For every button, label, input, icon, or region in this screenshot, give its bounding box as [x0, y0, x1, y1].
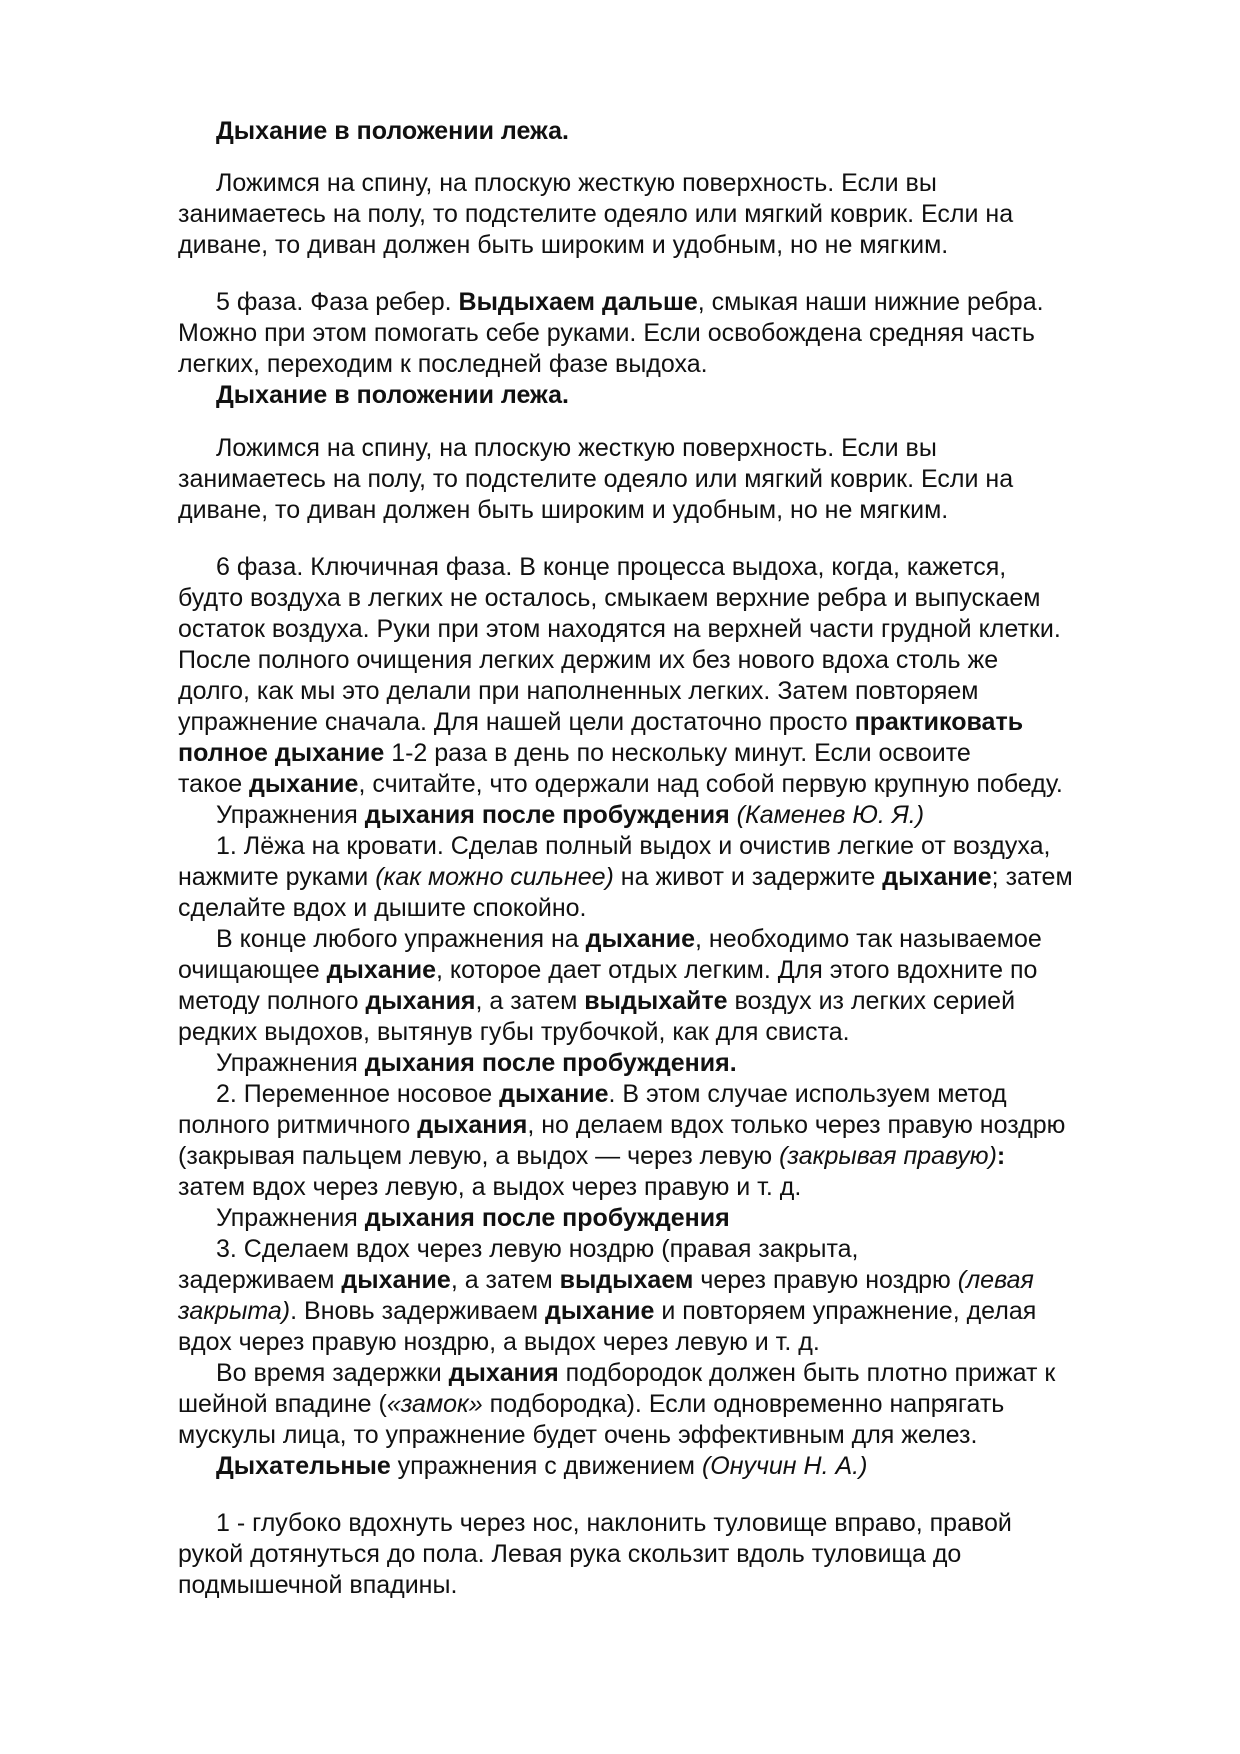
exercise-2-paragraph: 2. Переменное носовое дыхание. В этом случае используем метод полного ритмичного дыхания, но делаем вдох только через правую ноздрю (закрывая пальцем левую, а выдох — через левую (закрывая правую): затем вдох через левую, а выдох через правую и т. д. — [178, 1080, 1066, 1201]
exercise-heading-3: Упражнения дыхания после пробуждения — [216, 1204, 730, 1232]
phase-5-paragraph: 5 фаза. Фаза ребер. Выдыхаем дальше, смыкая наши нижние ребра. Можно при этом помогать себе руками. Если освобождена средняя часть легких, переходим к последней фазе выдоха. — [178, 288, 1044, 378]
exercise-1-paragraph: 1. Лёжа на кровати. Сделав полный выдох и очистив легкие от воздуха, нажмите руками (как можно сильнее) на живот и задержите дыхание; затем сделайте вдох и дышите спокойно. — [178, 832, 1073, 922]
movement-exercise-1-paragraph: 1 - глубоко вдохнуть через нос, наклонить туловище вправо, правой рукой дотянуться до пола. Левая рука скользит вдоль туловища до подмышечной впадины. — [178, 1509, 1012, 1599]
lying-position-paragraph-2: Ложимся на спину, на плоскую жесткую поверхность. Если вы занимаетесь на полу, то подстелите одеяло или мягкий коврик. Если на диване, то диван должен быть широким и удобным, но не мягким. — [178, 434, 1014, 524]
cleansing-breath-paragraph: В конце любого упражнения на дыхание, необходимо так называемое очищающее дыхание, которое дает отдых легким. Для этого вдохните по методу полного дыхания, а затем выдыхайте воздух из легких серией редких выдохов, вытянув губы трубочкой, как для свиста. — [178, 925, 1042, 1046]
heading-lying-position-2: Дыхание в положении лежа. — [216, 381, 569, 409]
exercise-heading-2: Упражнения дыхания после пробуждения. — [216, 1049, 737, 1077]
heading-lying-position-1: Дыхание в положении лежа. — [216, 117, 569, 145]
phase-6-paragraph: 6 фаза. Ключичная фаза. В конце процесса выдоха, когда, кажется, будто воздуха в легких не осталось, смыкаем верхние ребра и выпускаем остаток воздуха. Руки при этом находятся на верхней части грудной клетки. После полного очищения легких держим их без нового вдоха столь же долго, как мы это делали при наполненных легких. Затем повторяем упражнение сначала. Для нашей цели достаточно просто практиковать полное дыхание 1-2 раза в день по нескольку минут. Если освоите такое дыхание, считайте, что одержали над собой первую крупную победу. — [178, 553, 1063, 798]
breath-hold-paragraph: Во время задержки дыхания подбородок должен быть плотно прижат к шейной впадине («замок» подбородка). Если одновременно напрягать мускулы лица, то упражнение будет очень эффективным для желез. — [178, 1359, 1056, 1449]
lying-position-paragraph-1: Ложимся на спину, на плоскую жесткую поверхность. Если вы занимаетесь на полу, то подстелите одеяло или мягкий коврик. Если на диване, то диван должен быть широким и удобным, но не мягким. — [178, 169, 1014, 259]
document-page — [178, 116, 1158, 1601]
exercise-3-paragraph: 3. Сделаем вдох через левую ноздрю (правая закрыта, задерживаем дыхание, а затем выдыхаем через правую ноздрю (левая закрыта). Вновь задерживаем дыхание и повторяем упражнение, делая вдох через правую ноздрю, а выдох через левую и т. д. — [178, 1235, 1037, 1356]
exercise-heading-kamenev: Упражнения дыхания после пробуждения (Каменев Ю. Я.) — [216, 801, 925, 829]
movement-exercises-heading: Дыхательные упражнения с движением (Онучин Н. А.) — [216, 1452, 868, 1480]
